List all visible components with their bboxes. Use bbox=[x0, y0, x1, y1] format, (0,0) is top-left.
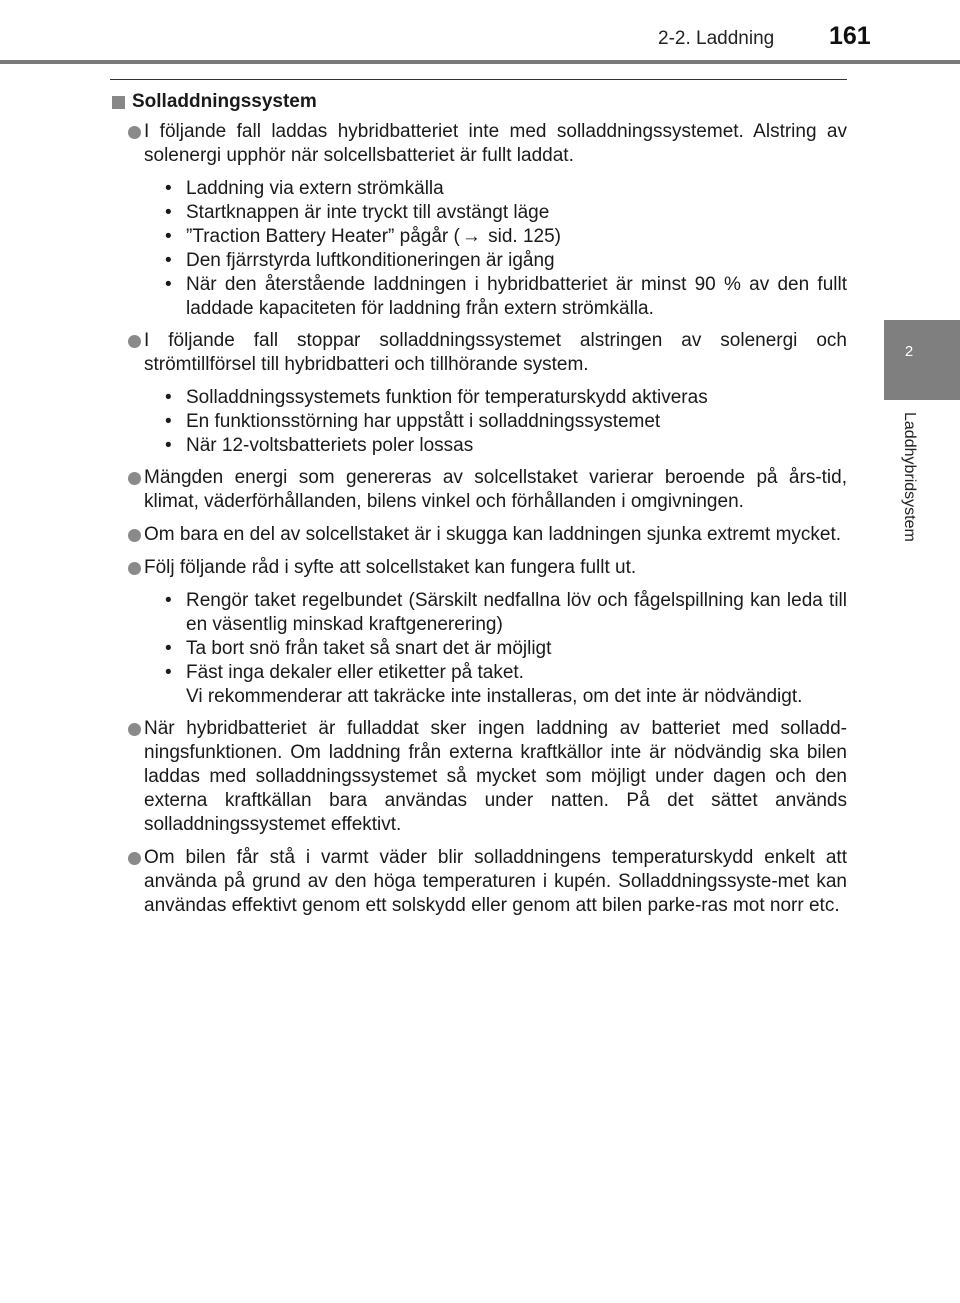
header-bar bbox=[0, 60, 960, 64]
circle-bullet-icon bbox=[128, 529, 141, 542]
bullet-list bbox=[110, 177, 847, 321]
paragraph bbox=[110, 556, 847, 580]
bullet-dot: • bbox=[165, 638, 172, 659]
circle-bullet-icon bbox=[128, 562, 141, 575]
section-heading-text: Solladdningssystem bbox=[132, 91, 317, 112]
list-item-text: Ta bort snö från taket så snart det är möjligt bbox=[186, 638, 552, 659]
bullet-dot: • bbox=[165, 274, 172, 295]
list-item bbox=[164, 225, 847, 249]
paragraph bbox=[110, 717, 847, 837]
page-reference: sid. 125) bbox=[482, 226, 561, 247]
list-item bbox=[164, 273, 847, 321]
paragraph-text: I följande fall laddas hybridbatteriet inte med solladdningssystemet. Alstring av solenergi upphör när solcellsbatteriet är fullt laddat. bbox=[144, 121, 847, 166]
paragraph-text: När hybridbatteriet är fulladdat sker ingen laddning av batteriet med solladd-ningsfunktionen. Om laddning från externa kraftkällor inte är nödvändig ska bilen laddas med solladdningssystemet så mycket som möjligt under dagen och den externa kraftkällan bara användas under natten. På det sättet används solladdningssystemet effektivt. bbox=[144, 718, 847, 835]
top-divider bbox=[110, 79, 847, 80]
paragraph-text: Om bara en del av solcellstaket är i skugga kan laddningen sjunka extremt mycket. bbox=[144, 524, 842, 545]
circle-bullet-icon bbox=[128, 335, 141, 348]
bullet-dot: • bbox=[165, 590, 172, 611]
list-item-text: Fäst inga dekaler eller etiketter på taket. bbox=[186, 662, 524, 683]
bullet-dot: • bbox=[165, 435, 172, 456]
list-item-text: När 12-voltsbatteriets poler lossas bbox=[186, 435, 474, 456]
list-item bbox=[164, 249, 847, 273]
bullet-list bbox=[110, 589, 847, 709]
header-section-title: 2-2. Laddning bbox=[658, 28, 775, 49]
list-item bbox=[164, 637, 847, 661]
circle-bullet-icon bbox=[128, 472, 141, 485]
paragraph bbox=[110, 846, 847, 918]
list-item-text: Den fjärrstyrda luftkonditioneringen är igång bbox=[186, 250, 555, 271]
paragraph-text: Mängden energi som genereras av solcellstaket varierar beroende på års-tid, klimat, väderförhållanden, bilens vinkel och förhållanden i omgivningen. bbox=[144, 467, 847, 512]
chapter-tab bbox=[884, 320, 960, 400]
bullet-dot: • bbox=[165, 202, 172, 223]
paragraph bbox=[110, 329, 847, 377]
list-item bbox=[164, 410, 847, 434]
chapter-tab-label: Laddhybridsystem bbox=[901, 412, 918, 542]
bullet-dot: • bbox=[165, 411, 172, 432]
circle-bullet-icon bbox=[128, 852, 141, 865]
paragraph-text: Följ följande råd i syfte att solcellstaket kan fungera fullt ut. bbox=[144, 557, 637, 578]
list-item bbox=[164, 201, 847, 225]
paragraph bbox=[110, 120, 847, 168]
paragraph-text: Om bilen får stå i varmt väder blir solladdningens temperaturskydd enkelt att använda på grund av den höga temperaturen i kupén. Solladdningssyste-met kan användas effektivt genom ett solskydd eller genom att bilen parke-ras mot norr etc. bbox=[144, 847, 847, 916]
circle-bullet-icon bbox=[128, 126, 141, 139]
page-number: 161 bbox=[829, 22, 871, 50]
list-item bbox=[164, 386, 847, 410]
chapter-tab-number: 2 bbox=[904, 343, 914, 360]
paragraph bbox=[110, 466, 847, 514]
paragraph bbox=[110, 523, 847, 547]
list-item bbox=[164, 661, 847, 709]
arrow-right-icon: → bbox=[461, 226, 481, 247]
list-item-text: Laddning via extern strömkälla bbox=[186, 178, 444, 199]
bullet-list bbox=[110, 386, 847, 458]
list-item-continuation: Vi rekommenderar att takräcke inte installeras, om det inte är nödvändigt. bbox=[186, 686, 803, 707]
list-item bbox=[164, 177, 847, 201]
bullet-dot: • bbox=[165, 387, 172, 408]
paragraph-text: I följande fall stoppar solladdningssystemet alstringen av solenergi och strömtillförsel till hybridbatteri och tillhörande system. bbox=[144, 330, 847, 375]
page-content bbox=[110, 86, 847, 927]
bullet-dot: • bbox=[165, 226, 172, 247]
bullet-dot: • bbox=[165, 662, 172, 683]
list-item-text: Solladdningssystemets funktion för temperaturskydd aktiveras bbox=[186, 387, 708, 408]
list-item-text: När den återstående laddningen i hybridbatteriet är minst 90 % av den fullt laddade kapaciteten för laddning från extern strömkälla. bbox=[186, 274, 847, 319]
bullet-dot: • bbox=[165, 178, 172, 199]
circle-bullet-icon bbox=[128, 723, 141, 736]
bullet-dot: • bbox=[165, 250, 172, 271]
list-item-text: En funktionsstörning har uppstått i solladdningssystemet bbox=[186, 411, 661, 432]
list-item bbox=[164, 434, 847, 458]
list-item-text: Rengör taket regelbundet (Särskilt nedfallna löv och fågelspillning kan leda till en väsentlig minskad kraftgenerering) bbox=[186, 590, 847, 635]
section-heading bbox=[110, 90, 847, 114]
list-item bbox=[164, 589, 847, 637]
square-bullet-icon bbox=[112, 96, 125, 109]
list-item-text: Startknappen är inte tryckt till avstängt läge bbox=[186, 202, 550, 223]
list-item-text: ”Traction Battery Heater” pågår ( bbox=[186, 226, 460, 247]
